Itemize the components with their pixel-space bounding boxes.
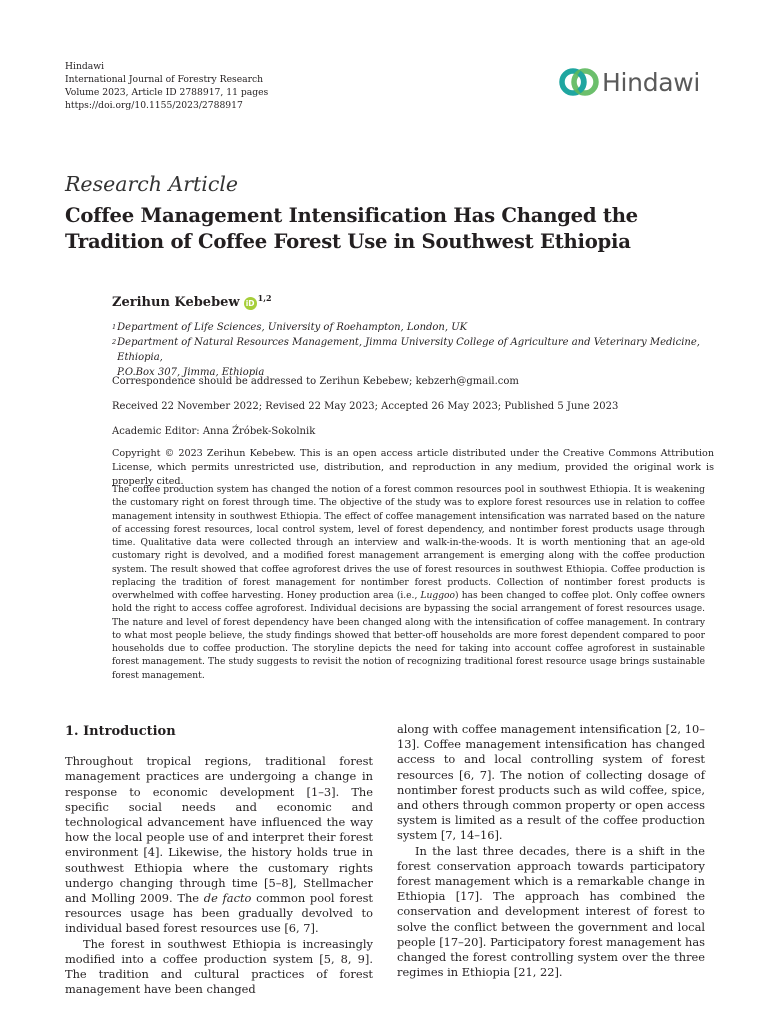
correspondence: Correspondence should be addressed to Zerihun Kebebew; kebzerh@gmail.com xyxy=(112,376,519,387)
affiliation-2-line2: P.O.Box 307, Jimma, Ethiopia xyxy=(117,367,265,378)
publisher-name: Hindawi xyxy=(65,61,105,72)
article-type: Research Article xyxy=(65,172,239,196)
affiliations xyxy=(112,320,722,380)
affiliation-1 xyxy=(112,320,722,335)
affiliation-text: Department of Life Sciences, University of Roehampton, London, UK xyxy=(117,322,468,333)
logo-text: Hindawi xyxy=(602,67,701,97)
intro-left-column xyxy=(65,724,373,997)
journal-name: International Journal of Forestry Research xyxy=(65,74,264,85)
hindawi-logo xyxy=(558,63,700,101)
intro-p1-italic: de facto xyxy=(203,891,252,906)
affiliation-2 xyxy=(112,335,722,365)
intro-p1-text-b: common pool forest resources usage has been gradually devolved to individual based forest resources use [6, 7]. xyxy=(65,891,373,936)
intro-p1-text-a: Throughout tropical regions, traditional forest management practices are undergoing a change in response to economic development [1–3]. The specific social needs and economic and technological advancement have influenced the way how the local people use of and interpret their forest environment [4]. Likewise, the history holds true in southwest Ethiopia where the customary rights undergo changing through time [5–8], Stellmacher and Molling 2009. The xyxy=(65,754,373,906)
journal-volume: Volume 2023, Article ID 2788917, 11 pages xyxy=(65,87,269,98)
academic-editor: Academic Editor: Anna Źróbek-Sokolnik xyxy=(112,426,316,437)
section-heading-introduction: 1. Introduction xyxy=(65,724,176,739)
orcid-icon[interactable]: iD xyxy=(244,297,257,310)
affiliation-number: 1 xyxy=(112,323,117,331)
hindawi-logo-icon xyxy=(558,63,600,101)
intro-paragraph-3: along with coffee management intensification [2, 10–13]. Coffee management intensification has changed access to and local controlling system of forest resources [6, 7]. The notion of collecting dosage of nontimber forest products such as wild coffee, spice, and others through common property or open access system is limited as a result of the coffee production system [7, 14–16]. xyxy=(397,722,705,843)
article-title: Coffee Management Intensification Has Changed the Tradition of Coffee Forest Use in Southwest Ethiopia xyxy=(65,204,638,253)
intro-right-column xyxy=(397,722,705,980)
abstract-text-1: The coffee production system has changed the notion of a forest common resources pool in southwest Ethiopia. It is weakening the customary right on forest through time. The objective of the study was to explore forest resources use in relation to coffee management intensity in southwest Ethiopia. The effect of coffee management intensification was narrated based on the nature of accessing forest resources, local control system, level of forest dependency, and nontimber forest products usage through time. Qualitative data were collected through an interview and walk-in-the-woods. It is worth mentioning that an age-old customary right is devolved, and a modified forest management arrangement is emerging along with the coffee production system. The result showed that coffee agroforest drives the use of forest resources in southwest Ethiopia. Coffee production is replacing the tradition of forest management for nontimber forest products. Collection of nontimber forest products is overwhelmed with coffee harvesting. Honey production area (i.e., xyxy=(112,485,705,601)
author-affil-refs: 1,2 xyxy=(257,293,272,303)
intro-paragraph-2: The forest in southwest Ethiopia is increasingly modified into a coffee production system [5, 8, 9]. The tradition and cultural practices of forest management have been changed xyxy=(65,936,373,997)
intro-paragraph-4: In the last three decades, there is a shift in the forest conservation approach towards participatory forest management which is a remarkable change in Ethiopia [17]. The approach has combined the conservation and development interest of forest to solve the conflict between the government and local people [17–20]. Participatory forest management has changed the forest controlling system over the three regimes in Ethiopia [21, 22]. xyxy=(397,843,705,980)
publication-dates: Received 22 November 2022; Revised 22 May 2023; Accepted 26 May 2023; Published 5 June 2023 xyxy=(112,401,619,412)
abstract-text-2: ) has been changed to coffee plot. Only coffee owners hold the right to access coffee agroforest. Individual decisions are bypassing the social arrangement of forest resources usage. The nature and level of forest dependency have been changed along with the intensification of coffee management. In contrary to what most people believe, the study findings showed that better-off households are more forest dependent compared to poor households due to coffee production. The storyline depicts the need for taking into account coffee agroforest in sustainable forest management. The study suggests to revisit the notion of recognizing traditional forest resource usage brings sustainable forest management. xyxy=(112,591,705,681)
author-name[interactable]: Zerihun Kebebew xyxy=(112,295,240,310)
journal-info xyxy=(65,60,268,112)
doi-link[interactable]: https://doi.org/10.1155/2023/2788917 xyxy=(65,100,243,111)
affiliation-text: Department of Natural Resources Management, Jimma University College of Agriculture and Veterinary Medicine, Ethiopia, xyxy=(117,337,700,363)
abstract-italic-term: Luggoo xyxy=(420,591,456,601)
copyright-notice: Copyright © 2023 Zerihun Kebebew. This is an open access article distributed under the Creative Commons Attribution License, which permits unrestricted use, distribution, and reproduction in any medium, provided the original work is properly cited. xyxy=(112,448,714,487)
intro-paragraph-1 xyxy=(65,754,373,936)
author-line xyxy=(112,295,272,310)
abstract xyxy=(112,484,705,683)
affiliation-number: 2 xyxy=(112,338,117,346)
